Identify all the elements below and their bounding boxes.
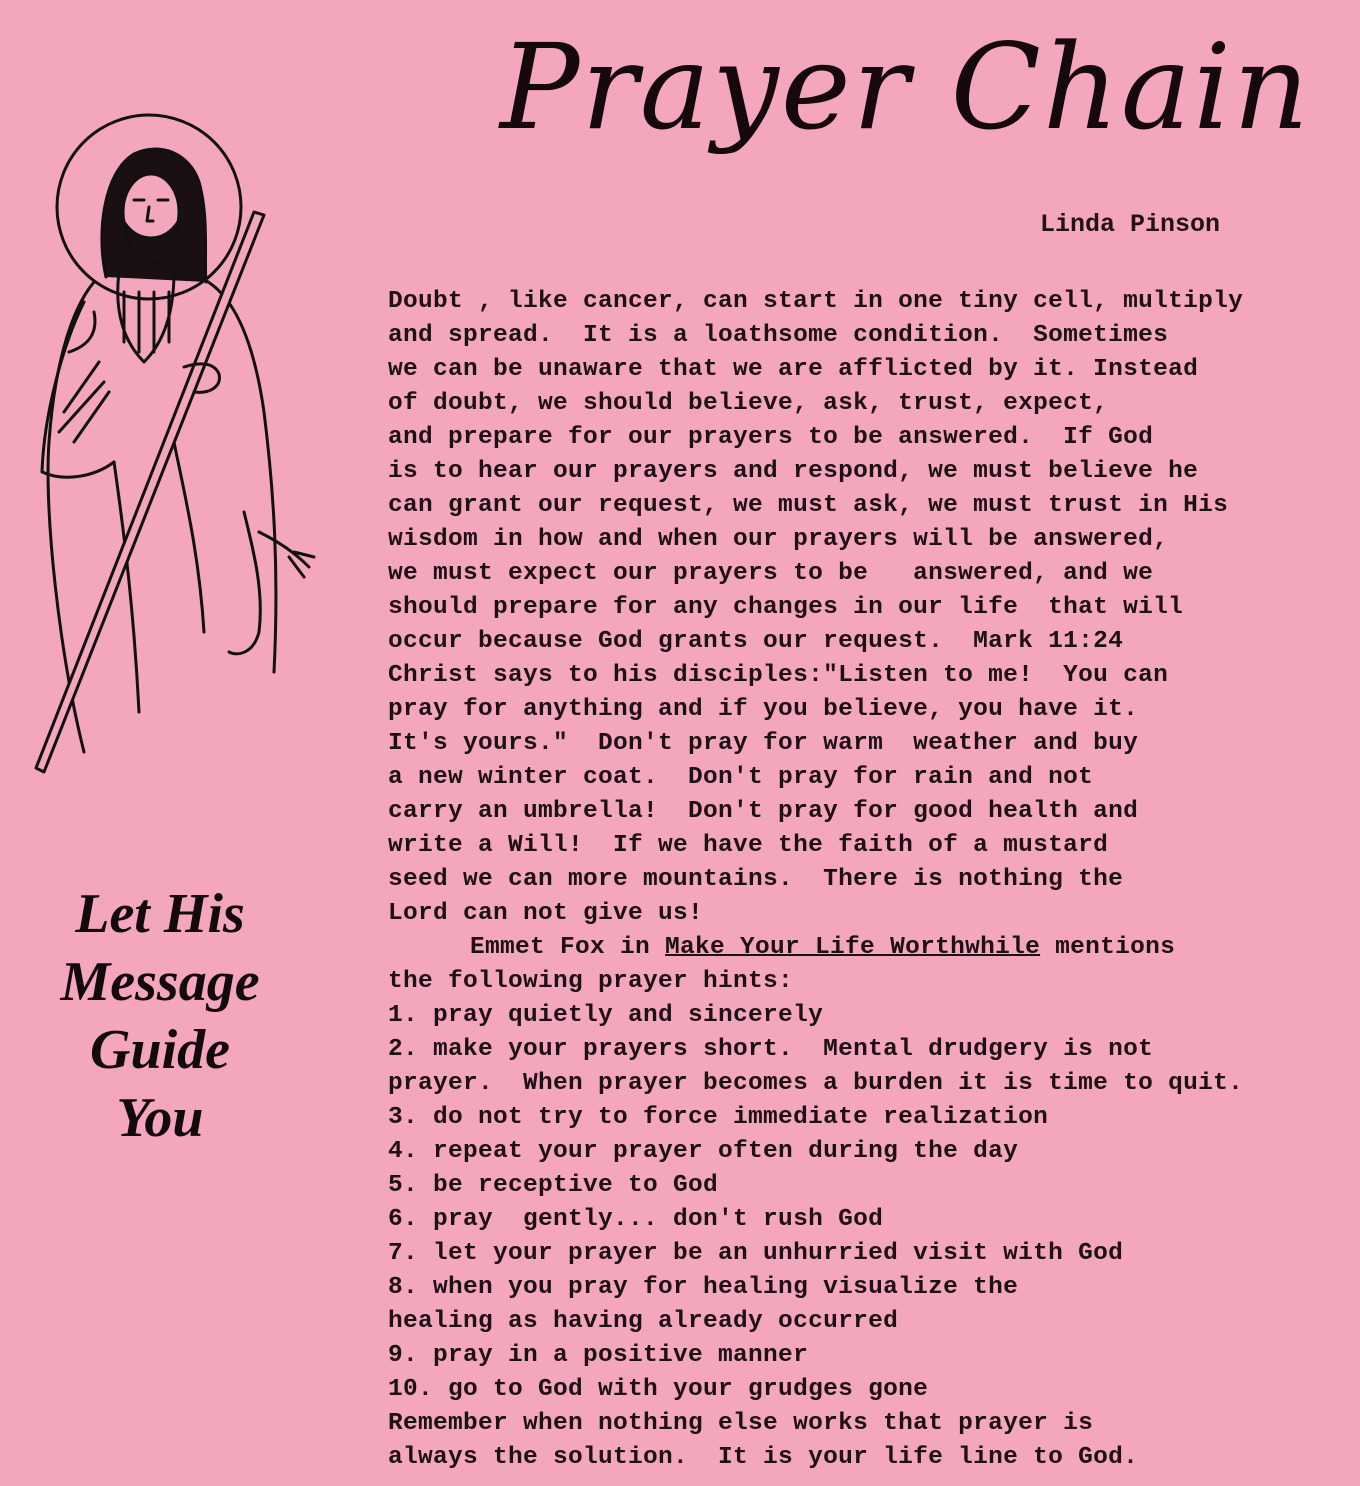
article-body <box>388 285 1358 1475</box>
paragraph-line: and spread. It is a loathsome condition. Sometimes <box>388 322 1169 349</box>
paragraph-line: we must expect our prayers to be answered, and we <box>388 560 1154 587</box>
paragraph-line: wisdom in how and when our prayers will be answered, <box>388 526 1169 553</box>
paragraph-line: should prepare for any changes in our life that will <box>388 594 1184 621</box>
prayer-hint: 9. pray in a positive manner <box>388 1342 809 1369</box>
jesus-with-staff-illustration <box>24 112 334 782</box>
prayer-hint: healing as having already occurred <box>388 1308 899 1335</box>
paragraph-line: seed we can more mountains. There is nothing the <box>388 866 1124 893</box>
paragraph-line: Doubt , like cancer, can start in one tiny cell, multiply <box>388 288 1244 315</box>
closing-line: Remember when nothing else works that prayer is <box>388 1410 1094 1437</box>
prayer-hint: 6. pray gently... don't rush God <box>388 1206 884 1233</box>
fox-suffix: mentions <box>1040 934 1176 961</box>
tagline-line: Message <box>60 951 260 1013</box>
author-byline: Linda Pinson <box>1040 210 1221 239</box>
paragraph-line: of doubt, we should believe, ask, trust, expect, <box>388 390 1109 417</box>
prayer-hint: 2. make your prayers short. Mental drudgery is not <box>388 1036 1154 1063</box>
paragraph-line: we can be unaware that we are afflicted by it. Instead <box>388 356 1199 383</box>
prayer-hint: 10. go to God with your grudges gone <box>388 1376 929 1403</box>
paragraph-line: Lord can not give us! <box>388 900 704 927</box>
paragraph-line: and prepare for our prayers to be answered. If God <box>388 424 1154 451</box>
prayer-hint: 3. do not try to force immediate realization <box>388 1104 1049 1131</box>
page-title: Prayer Chain <box>500 18 1311 156</box>
closing-line: always the solution. It is your life line to God. <box>388 1444 1139 1471</box>
paragraph-line: can grant our request, we must ask, we must trust in His <box>388 492 1229 519</box>
paragraph-line: occur because God grants our request. Mark 11:24 <box>388 628 1124 655</box>
tagline-line: You <box>116 1087 204 1149</box>
paragraph-line: pray for anything and if you believe, you have it. <box>388 696 1139 723</box>
paragraph-line: It's yours." Don't pray for warm weather and buy <box>388 730 1139 757</box>
prayer-hint: 1. pray quietly and sincerely <box>388 1002 824 1029</box>
book-title: Make Your Life Worthwhile <box>665 934 1041 961</box>
paragraph-line: carry an umbrella! Don't pray for good health and <box>388 798 1139 825</box>
prayer-hint: 8. when you pray for healing visualize the <box>388 1274 1019 1301</box>
fox-reference <box>388 931 1358 965</box>
tagline-line: Guide <box>90 1019 230 1081</box>
tagline-line: Let His <box>75 883 245 945</box>
prayer-hint: prayer. When prayer becomes a burden it is time to quit. <box>388 1070 1244 1097</box>
fox-reference-line2: the following prayer hints: <box>388 968 794 995</box>
tagline <box>30 880 290 1152</box>
paragraph-line: is to hear our prayers and respond, we must believe he <box>388 458 1199 485</box>
prayer-hint: 5. be receptive to God <box>388 1172 719 1199</box>
paragraph-line: Christ says to his disciples:"Listen to me! You can <box>388 662 1169 689</box>
paragraph-line: a new winter coat. Don't pray for rain and not <box>388 764 1094 791</box>
paragraph-line: write a Will! If we have the faith of a mustard <box>388 832 1109 859</box>
prayer-hint: 7. let your prayer be an unhurried visit with God <box>388 1240 1124 1267</box>
fox-prefix: Emmet Fox in <box>470 934 666 961</box>
prayer-hint: 4. repeat your prayer often during the day <box>388 1138 1019 1165</box>
